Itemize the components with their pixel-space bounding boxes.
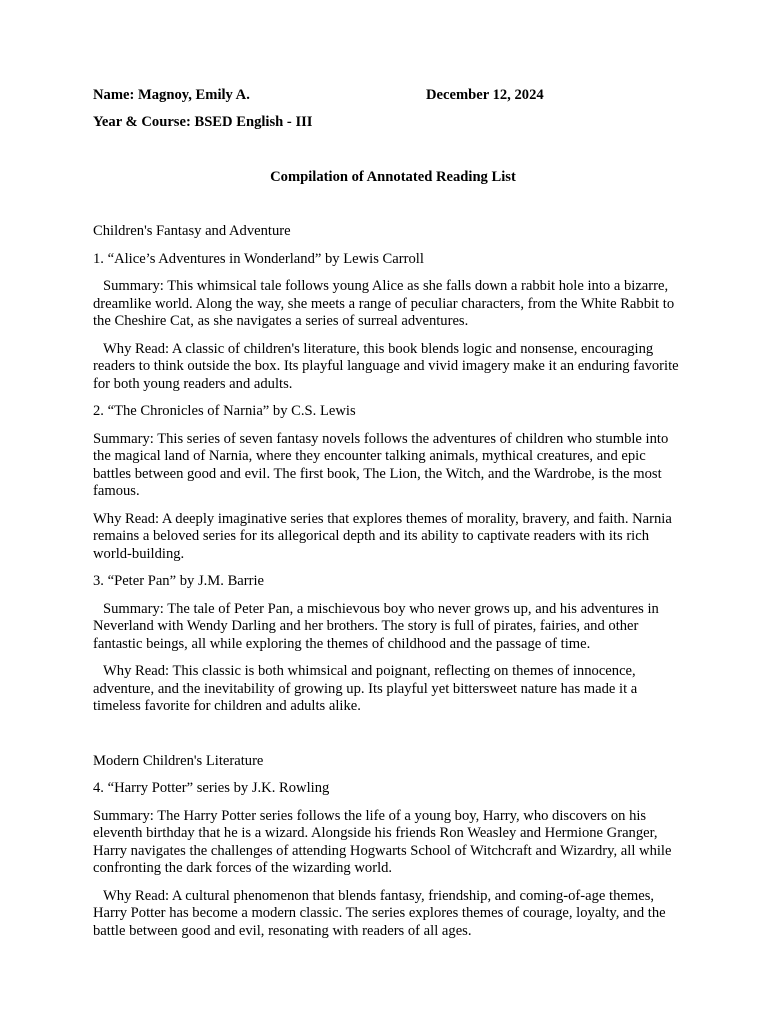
entry-title: 1. “Alice’s Adventures in Wonderland” by Lewis Carroll bbox=[93, 250, 424, 267]
entry-why-read: Why Read: A classic of children's literature, this book blends logic and nonsense, encouraging readers to think outside the box. Its playful language and vivid imagery make it an enduring favorite for both young readers and adults. bbox=[93, 340, 679, 392]
document-title: Compilation of Annotated Reading List bbox=[270, 169, 516, 185]
entry-title: 3. “Peter Pan” by J.M. Barrie bbox=[93, 573, 265, 589]
section-heading: Modern Children's Literature bbox=[93, 752, 264, 769]
header-row bbox=[93, 87, 683, 105]
entry-why-read: Why Read: A deeply imaginative series that explores themes of morality, bravery, and faith. Narnia remains a beloved series for its allegorical depth and its ability to captivate readers with its rich world-building. bbox=[93, 510, 672, 562]
entry-why-read: Why Read: This classic is both whimsical and poignant, reflecting on themes of innocence, adventure, and the inevitability of growing up. Its playful yet bittersweet nature has made it a timeless favorite for children and adults alike. bbox=[93, 663, 638, 714]
student-name: Name: Magnoy, Emily A. bbox=[93, 87, 250, 103]
entry-title: 4. “Harry Potter” series by J.K. Rowling bbox=[93, 780, 330, 796]
entry-summary: Summary: This whimsical tale follows young Alice as she falls down a rabbit hole into a bizarre, dreamlike world. Along the way, she meets a range of peculiar characters, from the White Rabbit to the Cheshire Cat, as she navigates a series of surreal adventures. bbox=[93, 278, 675, 329]
entry-summary: Summary: The Harry Potter series follows the life of a young boy, Harry, who discovers on his eleventh birthday that he is a wizard. Alongside his friends Ron Weasley and Hermione Granger, Harry navigates the challenges of attending Hogwarts School of Witchcraft and Wizardry, all while confronting the dark forces of the wizarding world. bbox=[93, 807, 672, 876]
document-page bbox=[93, 87, 683, 940]
year-and-course: Year & Course: BSED English - III bbox=[93, 114, 313, 130]
section-heading: Children's Fantasy and Adventure bbox=[93, 223, 291, 239]
entry-why-read: Why Read: A cultural phenomenon that blends fantasy, friendship, and coming-of-age themes, Harry Potter has become a modern classic. The series explores themes of courage, loyalty, and the battle between good and evil, resonating with readers of all ages. bbox=[93, 887, 666, 939]
entry-summary: Summary: This series of seven fantasy novels follows the adventures of children who stumble into the magical land of Narnia, where they encounter talking animals, mythical creatures, and epic battles between good and evil. The first book, The Lion, the Witch, and the Wardrobe, is the most famous. bbox=[93, 430, 669, 499]
entry-title: 2. “The Chronicles of Narnia” by C.S. Lewis bbox=[93, 403, 356, 419]
document-date: December 12, 2024 bbox=[426, 87, 544, 103]
entry-summary: Summary: The tale of Peter Pan, a mischievous boy who never grows up, and his adventures in Neverland with Wendy Darling and her brothers. The story is full of pirates, fairies, and other fantastic beings, all while exploring the themes of childhood and the passage of time. bbox=[93, 600, 659, 652]
